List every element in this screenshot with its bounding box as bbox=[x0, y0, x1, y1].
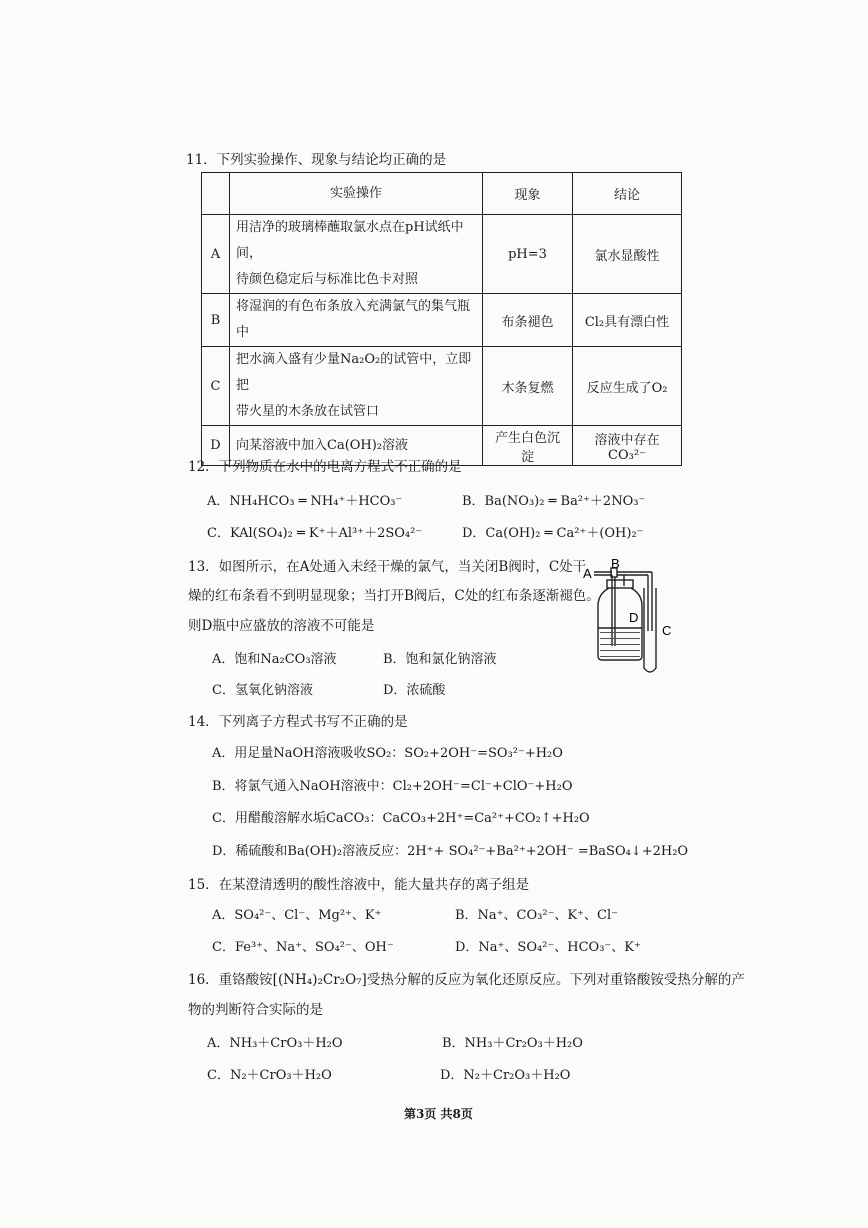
operation-line-1: 把水滴入盛有少量Na₂O₂的试管中，立即把 bbox=[236, 352, 472, 393]
q16-option-b: B．NH₃＋Cr₂O₃＋H₂O bbox=[442, 1036, 583, 1051]
q12-option-a: A．NH₄HCO₃ ═ NH₄⁺＋HCO₃⁻ bbox=[207, 494, 403, 509]
row-conclusion: 溶液中存在CO₃²⁻ bbox=[573, 426, 682, 466]
operation-line-2: 带火星的木条放在试管口 bbox=[236, 404, 380, 419]
row-label: C bbox=[202, 347, 230, 426]
q15-option-a: A．SO₄²⁻、Cl⁻、Mg²⁺、K⁺ bbox=[212, 908, 382, 923]
operation-line-1: 用洁净的玻璃棒蘸取氯水点在pH试纸中间， bbox=[236, 220, 464, 261]
figure-label-d: D bbox=[629, 610, 639, 625]
q14-option-b: B．将氯气通入NaOH溶液中：Cl₂+2OH⁻=Cl⁻+ClO⁻+H₂O bbox=[212, 779, 573, 794]
q13-option-c: C．氢氧化钠溶液 bbox=[212, 683, 313, 698]
q13-option-b: B．饱和氯化钠溶液 bbox=[383, 652, 497, 667]
row-conclusion: Cl₂具有漂白性 bbox=[573, 294, 682, 347]
gas-washing-apparatus-figure bbox=[582, 556, 682, 678]
row-conclusion: 氯水显酸性 bbox=[573, 215, 682, 294]
row-operation bbox=[230, 215, 483, 294]
row-operation bbox=[230, 347, 483, 426]
q12-option-c: C．KAl(SO₄)₂ ═ K⁺＋Al³⁺＋2SO₄²⁻ bbox=[207, 526, 423, 541]
q14-stem: 14．下列离子方程式书写不正确的是 bbox=[188, 714, 408, 730]
q16-stem-line-2: 物的判断符合实际的是 bbox=[188, 1002, 323, 1018]
header-phenomenon: 现象 bbox=[483, 173, 573, 215]
q13-stem-line-3: 则D瓶中应盛放的溶液不可能是 bbox=[188, 618, 375, 634]
header-blank-cell bbox=[202, 173, 230, 215]
q13-stem-line-1: 13．如图所示，在A处通入未经干燥的氯气，当关闭B阀时，C处干 bbox=[188, 559, 587, 575]
page-number: 第3页 共8页 bbox=[404, 1107, 473, 1121]
table-row bbox=[202, 347, 682, 426]
q16-option-d: D．N₂＋Cr₂O₃＋H₂O bbox=[440, 1068, 571, 1083]
table-row bbox=[202, 294, 682, 347]
liquid-hatching bbox=[600, 632, 640, 657]
q11-stem: 11．下列实验操作、现象与结论均正确的是 bbox=[186, 152, 447, 168]
q15-stem: 15．在某澄清透明的酸性溶液中，能大量共存的离子组是 bbox=[188, 877, 530, 893]
header-operation: 实验操作 bbox=[230, 173, 483, 215]
q15-option-b: B．Na⁺、CO₃²⁻、K⁺、Cl⁻ bbox=[455, 908, 618, 923]
operation-line-1: 将湿润的有色布条放入充满氯气的集气瓶中 bbox=[236, 299, 471, 340]
table-header-row bbox=[202, 173, 682, 215]
figure-label-c: C bbox=[662, 623, 672, 638]
row-conclusion: 反应生成了O₂ bbox=[573, 347, 682, 426]
q16-option-a: A．NH₃＋CrO₃＋H₂O bbox=[207, 1036, 343, 1051]
q13-option-d: D．浓硫酸 bbox=[383, 683, 446, 698]
q13-stem-line-2: 燥的红布条看不到明显现象；当打开B阀后，C处的红布条逐渐褪色。 bbox=[188, 588, 600, 604]
q15-option-d: D．Na⁺、SO₄²⁻、HCO₃⁻、K⁺ bbox=[455, 940, 641, 955]
q12-option-d: D．Ca(OH)₂ ═ Ca²⁺＋(OH)₂⁻ bbox=[462, 526, 644, 541]
row-label: A bbox=[202, 215, 230, 294]
q14-option-c: C．用醋酸溶解水垢CaCO₃：CaCO₃+2H⁺=Ca²⁺+CO₂↑+H₂O bbox=[212, 811, 590, 826]
q12-stem: 12．下列物质在水中的电离方程式不正确的是 bbox=[188, 459, 462, 475]
row-phenomenon: 木条复燃 bbox=[483, 347, 573, 426]
operation-line-2: 待颜色稳定后与标准比色卡对照 bbox=[236, 272, 419, 287]
table-row bbox=[202, 215, 682, 294]
q13-option-a: A．饱和Na₂CO₃溶液 bbox=[212, 652, 337, 667]
row-phenomenon: 布条褪色 bbox=[483, 294, 573, 347]
figure-label-b: B bbox=[611, 556, 620, 571]
row-phenomenon: 产生白色沉淀 bbox=[483, 426, 573, 466]
row-phenomenon: pH=3 bbox=[483, 215, 573, 294]
q11-table bbox=[201, 172, 682, 466]
row-label: B bbox=[202, 294, 230, 347]
q15-option-c: C．Fe³⁺、Na⁺、SO₄²⁻、OH⁻ bbox=[212, 940, 394, 955]
figure-label-a: A bbox=[583, 566, 592, 581]
row-label: D bbox=[202, 426, 230, 466]
q14-option-d: D．稀硫酸和Ba(OH)₂溶液反应：2H⁺+ SO₄²⁻+Ba²⁺+2OH⁻ =BaSO₄↓+2H₂O bbox=[212, 844, 689, 859]
q16-stem-line-1: 16．重铬酸铵[(NH₄)₂Cr₂O₇]受热分解的反应为氧化还原反应。下列对重铬酸铵受热分解的产 bbox=[188, 972, 745, 988]
q16-option-c: C．N₂＋CrO₃＋H₂O bbox=[207, 1068, 332, 1083]
row-operation bbox=[230, 294, 483, 347]
operation-line-1: 向某溶液中加入Ca(OH)₂溶液 bbox=[236, 437, 409, 453]
q12-option-b: B．Ba(NO₃)₂ ═ Ba²⁺＋2NO₃⁻ bbox=[462, 494, 646, 509]
header-conclusion: 结论 bbox=[573, 173, 682, 215]
q14-option-a: A．用足量NaOH溶液吸收SO₂：SO₂+2OH⁻=SO₃²⁻+H₂O bbox=[212, 746, 563, 761]
